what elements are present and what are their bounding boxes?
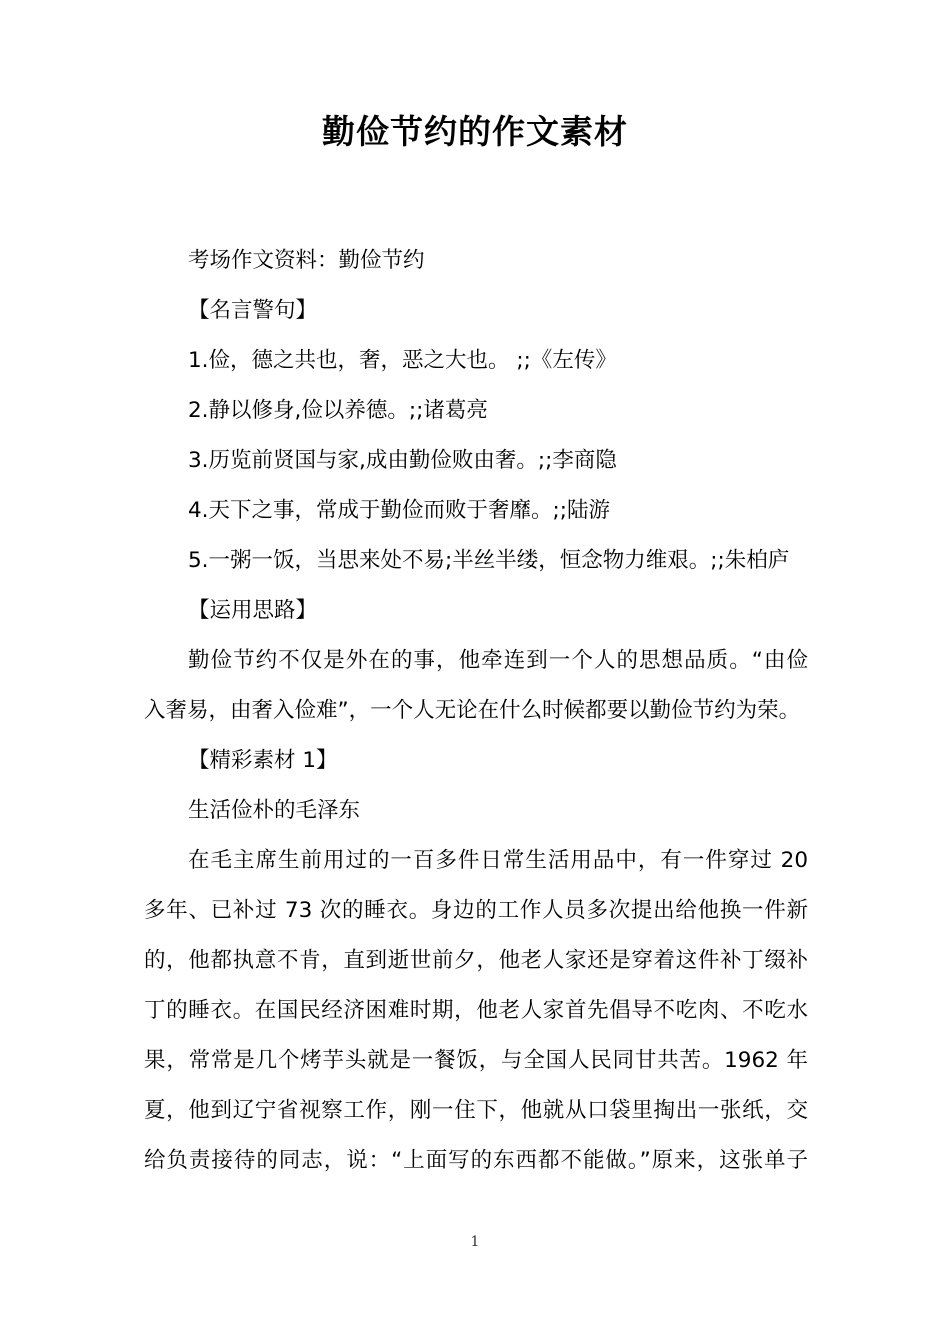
paragraph-line: 多年、已补过 73 次的睡衣。身边的工作人员多次提出给他换一件新 [144, 898, 808, 923]
paragraph-line: 的，他都执意不肯，直到逝世前夕，他老人家还是穿着这件补丁缀补 [144, 948, 808, 973]
quote-line: 1.俭，德之共也，奢，恶之大也。 ;;《左传》 [188, 348, 617, 373]
quote-line: 5.一粥一饭，当思来处不易;半丝半缕，恒念物力维艰。;;朱柏庐 [188, 548, 790, 573]
section-heading: 【精彩素材 1】 [188, 748, 338, 773]
text-line: 考场作文资料：勤俭节约 [188, 248, 425, 273]
document-title: 勤俭节约的作文素材 [322, 112, 628, 151]
section-heading: 【运用思路】 [188, 598, 318, 623]
paragraph-line: 给负责接待的同志，说：“上面写的东西都不能做。”原来，这张单子 [144, 1148, 808, 1173]
subheading: 生活俭朴的毛泽东 [188, 798, 361, 823]
paragraph-line: 果，常常是几个烤芋头就是一餐饭，与全国人民同甘共苦。1962 年 [144, 1048, 808, 1073]
quote-line: 4.天下之事，常成于勤俭而败于奢靡。;;陆游 [188, 498, 611, 523]
quote-line: 3.历览前贤国与家,成由勤俭败由奢。;;李商隐 [188, 448, 617, 473]
quote-line: 2.静以修身,俭以养德。;;诸葛亮 [188, 398, 488, 423]
paragraph-line: 勤俭节约不仅是外在的事，他牵连到一个人的思想品质。“由俭 [188, 648, 808, 673]
paragraph-line: 丁的睡衣。在国民经济困难时期，他老人家首先倡导不吃肉、不吃水 [144, 998, 808, 1023]
paragraph-line: 夏，他到辽宁省视察工作，刚一住下，他就从口袋里掏出一张纸，交 [144, 1098, 808, 1123]
paragraph-line: 在毛主席生前用过的一百多件日常生活用品中，有一件穿过 20 [188, 848, 808, 873]
document-body [144, 236, 808, 1186]
section-heading: 【名言警句】 [188, 298, 318, 323]
page-number: 1 [470, 1234, 480, 1250]
paragraph-line: 入奢易，由奢入俭难”，一个人无论在什么时候都要以勤俭节约为荣。 [144, 698, 801, 723]
